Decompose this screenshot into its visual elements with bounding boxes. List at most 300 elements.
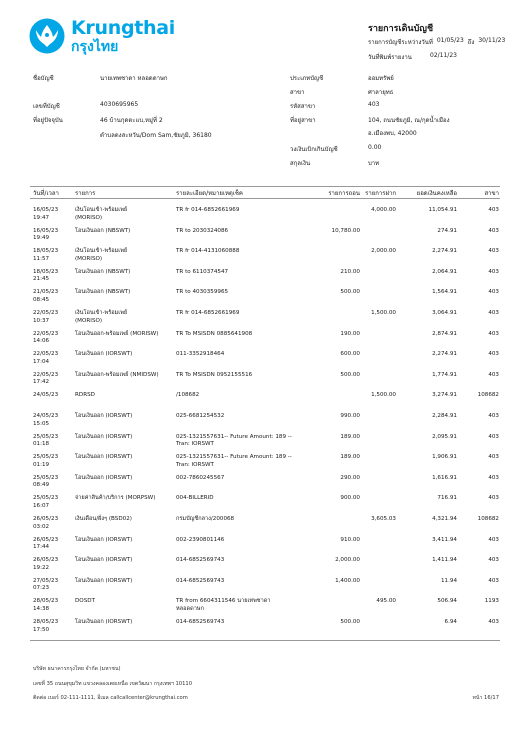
row-branch-text: 403	[488, 536, 499, 543]
krungthai-bird-icon	[29, 18, 65, 54]
row-branch-text: 403	[488, 474, 499, 481]
row-date-subtext: 19:47	[33, 214, 50, 221]
address-line2: ตำบลดงสะหวัน/Dom Sam,ชัยภูมิ, 36180	[100, 132, 212, 139]
row-type	[75, 598, 95, 606]
row-date-subtext: 15:05	[33, 420, 50, 427]
row-balance-text: 716.91	[437, 495, 457, 502]
row-description-text: 014-6852569743	[176, 577, 225, 584]
period-from: 01/05/23	[436, 37, 464, 44]
row-type	[75, 413, 132, 421]
row-type-text: โอนเงินออก (IORSWT)	[75, 474, 133, 481]
row-deposit	[371, 207, 396, 215]
branch-address-label: ที่อยู่สาขา	[290, 117, 316, 124]
row-withdraw	[340, 269, 360, 277]
row-withdraw	[340, 495, 360, 503]
row-balance	[432, 434, 457, 442]
row-description-text: 014-6852569743	[176, 619, 225, 625]
row-branch-text: 403	[488, 310, 499, 316]
row-date-text: 25/05/23	[33, 433, 59, 440]
row-date-text: 25/05/23	[33, 474, 59, 481]
account-number-value: 4030695965	[100, 101, 139, 108]
row-branch	[488, 331, 499, 339]
row-branch	[488, 454, 499, 462]
currency-label: สกุลเงิน	[290, 160, 311, 167]
row-type	[75, 248, 127, 263]
row-date	[33, 248, 58, 263]
row-balance	[432, 537, 457, 545]
row-type-text: โอนเงินออก (IORSWT)	[75, 351, 133, 358]
period-separator: ถึง	[467, 39, 475, 46]
row-type	[75, 578, 132, 586]
row-type-text: โอนเงินออก (IORSWT)	[75, 433, 133, 440]
footer-contact: ติดต่อ เบอร์ 02-111-1111, อีเมล callcallcenter@krungthai.com	[33, 695, 188, 701]
row-date	[33, 454, 58, 469]
row-deposit	[371, 516, 396, 524]
branch-value: ศาลายุทธ	[368, 89, 394, 96]
footer-company: บริษัท ธนาคารกรุงไทย จำกัด (มหาชน)	[33, 666, 121, 672]
address-label: ที่อยู่ปัจจุบัน	[33, 117, 63, 124]
row-description-text: TR To MSISDN 0952155516	[176, 371, 253, 378]
row-branch-text: 403	[488, 557, 499, 564]
row-date-text: 26/05/23	[33, 516, 59, 522]
row-withdraw-text: 2,000.00	[335, 557, 360, 564]
row-date-subtext: 17:50	[33, 626, 50, 633]
row-type-text: จ่ายค่าสินค้า/บริการ (MORPSW)	[75, 495, 156, 502]
row-withdraw	[340, 331, 360, 339]
row-type-text: โอนเงินออก (IORSWT)	[75, 454, 133, 461]
row-date-text: 24/05/23	[33, 413, 59, 419]
header-balance: ยอดเงินคงเหลือ	[416, 190, 457, 197]
printed-date: 02/11/23	[430, 52, 457, 59]
row-date-subtext: 10:37	[33, 317, 50, 324]
row-deposit	[371, 248, 396, 256]
row-branch	[488, 557, 499, 565]
row-branch	[488, 537, 499, 545]
row-branch	[488, 619, 499, 627]
row-type	[75, 289, 130, 297]
row-type	[75, 434, 132, 442]
row-deposit-text: 2,000.00	[371, 248, 396, 255]
row-date-text: 28/05/23	[33, 598, 59, 605]
row-description-text: TR from 6604311546 นายเทพชาดา	[176, 598, 271, 605]
row-description-text: 002-7860245567	[176, 474, 225, 481]
row-date-subtext: 08:45	[33, 296, 50, 303]
row-branch-text: 403	[488, 577, 499, 584]
branch-code-value: 403	[368, 101, 380, 108]
row-type-subtext: (MORISO)	[75, 255, 103, 262]
branch-address-line1: 104, ถนนชัยภูมิ, ณ/กุดน้ำเมือง	[368, 117, 450, 124]
row-balance-text: 506.94	[437, 598, 457, 605]
row-withdraw-text: 189.00	[340, 433, 360, 440]
row-branch	[488, 228, 499, 236]
row-balance-text: 2,274.91	[432, 248, 457, 255]
row-balance-text: 2,274.91	[432, 351, 457, 358]
row-balance-text: 1,564.91	[432, 289, 457, 296]
printed-date-row	[368, 52, 457, 62]
table-header-divider	[30, 198, 500, 199]
account-number-label: เลขที่บัญชี	[33, 103, 60, 110]
row-withdraw-text: 290.00	[340, 474, 360, 481]
row-description-text: TR fr 014-6852661969	[176, 310, 240, 316]
row-date-subtext: 21:45	[33, 276, 50, 283]
row-withdraw-text: 600.00	[340, 351, 360, 358]
row-description-text: 004-BILLERID	[176, 495, 214, 502]
row-balance-text: 3,411.94	[432, 536, 457, 543]
row-type	[75, 537, 132, 545]
row-type	[75, 619, 132, 627]
row-date-subtext: 17:04	[33, 358, 50, 365]
row-description-text: 002-2390801146	[176, 536, 225, 543]
row-date-subtext: 17:42	[33, 379, 50, 386]
row-branch	[488, 351, 499, 359]
bank-name-th: กรุงไทย	[71, 38, 119, 55]
row-branch	[478, 392, 499, 400]
row-date-subtext: 03:02	[33, 523, 50, 530]
row-description-text: TR fr 014-4131060888	[176, 248, 240, 255]
row-balance	[445, 619, 457, 627]
row-date-subtext: 19:49	[33, 235, 50, 242]
row-description-text: 014-6852569743	[176, 557, 225, 564]
row-withdraw	[340, 413, 360, 421]
header-date: วันที่/เวลา	[33, 190, 59, 197]
header-deposit: รายการฝาก	[365, 190, 396, 197]
account-name-value: นายเทพชาดา หลอดดาษก	[100, 75, 168, 82]
row-date	[33, 598, 58, 613]
row-date-text: 16/05/23	[33, 227, 59, 234]
row-withdraw	[340, 289, 360, 297]
row-type	[75, 392, 95, 400]
row-balance	[432, 269, 457, 277]
row-date	[33, 495, 58, 510]
row-branch-text: 403	[488, 495, 499, 502]
branch-label: สาขา	[290, 89, 305, 96]
row-type	[75, 331, 158, 339]
row-date	[33, 619, 58, 634]
row-date-text: 25/05/23	[33, 495, 59, 502]
row-date-text: 28/05/23	[33, 619, 59, 625]
row-date-text: 18/05/23	[33, 248, 59, 255]
row-balance	[432, 310, 457, 318]
row-description	[176, 207, 239, 215]
overdraft-value: 0.00	[368, 144, 382, 151]
row-branch	[478, 516, 499, 524]
row-balance-text: 1,774.91	[432, 371, 457, 378]
row-description	[176, 495, 214, 503]
row-balance	[437, 228, 457, 236]
row-description	[176, 310, 239, 318]
row-balance	[432, 392, 457, 400]
row-date-text: 16/05/23	[33, 207, 59, 213]
row-date-subtext: 01:19	[33, 461, 50, 468]
row-date-text: 27/05/23	[33, 577, 59, 584]
row-description-text: TR To MSISDN 0885641908	[176, 330, 253, 337]
row-date	[33, 331, 58, 346]
bank-logo	[29, 18, 175, 54]
row-type-text: โอนเงินออก (IORSWT)	[75, 536, 133, 543]
row-deposit-text: 1,500.00	[371, 310, 396, 316]
row-branch-text: 1193	[484, 598, 499, 605]
row-date-subtext: 01:18	[33, 441, 50, 448]
row-branch-text: 403	[488, 207, 499, 213]
row-branch	[488, 372, 499, 380]
row-withdraw	[340, 351, 360, 359]
row-type	[75, 207, 127, 222]
row-branch	[488, 413, 499, 421]
row-description	[176, 434, 292, 449]
row-balance	[437, 598, 457, 606]
row-description	[176, 619, 224, 627]
row-date-text: 18/05/23	[33, 268, 59, 275]
row-description	[176, 598, 271, 613]
row-description	[176, 413, 224, 421]
row-balance-text: 2,284.91	[432, 413, 457, 419]
row-type-text: โอนเงินออก (NBSWT)	[75, 289, 131, 296]
row-description-text: TR to 4030359965	[176, 289, 229, 296]
row-branch	[488, 475, 499, 483]
row-branch	[488, 269, 499, 277]
row-branch	[488, 310, 499, 318]
row-description	[176, 557, 224, 565]
row-balance-text: 11,054.91	[428, 207, 457, 213]
row-withdraw	[340, 475, 360, 483]
row-deposit-text: 4,000.00	[371, 207, 396, 213]
row-type	[75, 475, 132, 483]
row-date-subtext: 08:49	[33, 482, 50, 489]
row-description	[176, 392, 199, 400]
row-description-text: TR fr 014-6852661969	[176, 207, 240, 213]
row-branch-text: 108682	[477, 392, 499, 399]
row-date	[33, 289, 58, 304]
row-type-text: เงินเดือน/ฝั่งๆ (BSD02)	[75, 516, 132, 522]
row-branch-text: 403	[488, 268, 499, 275]
row-withdraw-text: 190.00	[340, 330, 360, 337]
row-balance	[432, 289, 457, 297]
row-withdraw-text: 189.00	[340, 454, 360, 461]
row-description	[176, 228, 228, 236]
row-type-text: โอนเงินออก-พร้อมเพย์ (NMIDSW)	[75, 371, 159, 378]
row-date	[33, 228, 58, 243]
address-line1: 46 บ้านกุดตะแบ,หมู่ที่ 2	[100, 117, 163, 124]
row-description-text: TR to 2030324086	[176, 227, 229, 234]
row-date-subtext: 19:22	[33, 564, 50, 571]
row-date-subtext: 16:07	[33, 502, 50, 509]
row-branch-text: 403	[488, 351, 499, 358]
row-type-text: โอนเงินออก (NBSWT)	[75, 268, 131, 275]
row-date-text: 22/05/23	[33, 351, 59, 358]
row-balance-text: 6.94	[444, 619, 457, 625]
row-description-text: TR to 6110374547	[176, 268, 229, 275]
row-description-text: 011-3352918464	[176, 351, 225, 358]
row-balance-text: 274.91	[437, 227, 457, 234]
table-end-divider	[30, 640, 500, 641]
row-description-subtext: Tran: IORSWT	[176, 461, 214, 468]
account-type-value: ออมทรัพย์	[368, 75, 394, 82]
row-withdraw	[340, 537, 360, 545]
row-balance-text: 2,095.91	[432, 433, 457, 440]
row-description	[176, 372, 252, 380]
row-type-subtext: (MORISO)	[75, 214, 103, 221]
row-date	[33, 392, 58, 400]
row-description	[176, 331, 252, 339]
row-balance-text: 3,064.91	[432, 310, 457, 316]
row-withdraw-text: 500.00	[340, 371, 360, 378]
row-date-subtext: 07:23	[33, 585, 50, 592]
row-type-text: DOSDT	[75, 598, 95, 605]
header-withdraw: รายการถอน	[328, 190, 360, 197]
row-branch-text: 403	[488, 227, 499, 234]
row-branch-text: 108682	[477, 516, 499, 522]
row-type	[75, 557, 132, 565]
row-branch	[488, 289, 499, 297]
header-type: รายการ	[75, 190, 96, 197]
row-date	[33, 434, 58, 449]
row-date-subtext: 14:06	[33, 338, 50, 345]
overdraft-label: วงเงินเบิกเกินบัญชี	[290, 146, 338, 153]
row-deposit-text: 1,500.00	[371, 392, 396, 399]
row-date-text: 24/05/23	[33, 392, 59, 399]
row-type-text: เงินโอนเข้า-พร้อมเพย์	[75, 310, 128, 316]
row-date-text: 22/05/23	[33, 330, 59, 337]
row-balance-text: 3,274.91	[432, 392, 457, 399]
branch-address-line2: อ.เมืองพบ, 42000	[368, 130, 417, 137]
row-deposit-text: 3,605.03	[371, 516, 396, 522]
row-type-text: เงินโอนเข้า-พร้อมเพย์	[75, 207, 128, 213]
row-description	[176, 537, 224, 545]
row-branch	[488, 495, 499, 503]
row-deposit-text: 495.00	[376, 598, 396, 605]
currency-value: บาท	[368, 160, 380, 167]
page-number: หน้า 16/17	[472, 695, 499, 701]
row-type	[75, 495, 155, 503]
row-withdraw-text: 500.00	[340, 289, 360, 296]
row-withdraw	[340, 434, 360, 442]
row-branch	[488, 434, 499, 442]
row-description	[176, 475, 224, 483]
row-description	[176, 351, 224, 359]
row-balance	[441, 578, 457, 586]
row-date-text: 26/05/23	[33, 557, 59, 564]
row-date-text: 22/05/23	[33, 310, 59, 316]
row-date	[33, 269, 58, 284]
row-balance-text: 4,321.94	[432, 516, 457, 522]
row-balance	[432, 413, 457, 421]
row-description-subtext: Tran: IORSWT	[176, 441, 214, 448]
row-balance-text: 1,616.91	[432, 474, 457, 481]
row-description	[176, 516, 234, 524]
row-description	[176, 289, 228, 297]
statement-period	[368, 37, 505, 47]
row-withdraw-text: 900.00	[340, 495, 360, 502]
row-type-text: โอนเงินออก (IORSWT)	[75, 557, 133, 564]
row-branch-text: 403	[488, 413, 499, 419]
row-date	[33, 537, 58, 552]
row-date	[33, 578, 58, 593]
row-type	[75, 454, 132, 462]
row-withdraw-text: 990.00	[340, 413, 360, 419]
row-description-text: 025-1321557631-- Future Amount: 189 --	[176, 433, 292, 440]
row-type	[75, 310, 127, 325]
row-balance-text: 1,411.94	[432, 557, 457, 564]
row-balance-text: 11.94	[440, 577, 457, 584]
row-deposit	[371, 392, 396, 400]
row-type-text: เงินโอนเข้า-พร้อมเพย์	[75, 248, 128, 255]
row-balance	[432, 475, 457, 483]
row-date	[33, 310, 58, 325]
bank-name-en: Krungthai	[71, 16, 175, 39]
row-withdraw-text: 210.00	[340, 268, 360, 275]
row-deposit	[376, 598, 396, 606]
row-date	[33, 557, 58, 572]
row-date-text: 25/05/23	[33, 454, 59, 461]
row-deposit	[371, 310, 396, 318]
row-withdraw-text: 1,400.00	[335, 577, 360, 584]
row-date-text: 22/05/23	[33, 371, 59, 378]
row-date-subtext: 14:38	[33, 605, 50, 612]
row-date	[33, 372, 58, 387]
row-type-text: RDRSD	[75, 392, 95, 399]
row-description	[176, 454, 292, 469]
row-balance	[432, 372, 457, 380]
printed-label: วันที่พิมพ์รายงาน	[368, 54, 412, 61]
row-balance	[432, 454, 457, 462]
row-type-text: โอนเงินออก-พร้อมเพย์ (MORISW)	[75, 330, 159, 337]
row-branch-text: 403	[488, 454, 499, 461]
row-date-text: 21/05/23	[33, 289, 59, 296]
row-withdraw-text: 910.00	[340, 536, 360, 543]
row-withdraw-text: 10,780.00	[331, 227, 360, 234]
row-date	[33, 207, 58, 222]
row-balance-text: 2,064.91	[432, 268, 457, 275]
row-description-text: /108682	[176, 392, 200, 399]
period-to: 30/11/23	[478, 37, 506, 44]
account-name-label: ชื่อบัญชี	[33, 75, 54, 82]
row-date	[33, 351, 58, 366]
row-description-text: 025-6681254532	[176, 413, 225, 419]
row-branch	[488, 578, 499, 586]
table-top-divider	[30, 186, 500, 187]
row-balance	[432, 557, 457, 565]
row-date	[33, 413, 58, 428]
header-branch: สาขา	[484, 190, 499, 197]
branch-code-label: รหัสสาขา	[290, 103, 316, 110]
row-type-text: โอนเงินออก (IORSWT)	[75, 413, 133, 419]
row-description	[176, 248, 239, 256]
row-branch-text: 403	[488, 330, 499, 337]
row-branch-text: 403	[488, 433, 499, 440]
row-date-subtext: 11:57	[33, 255, 50, 262]
row-type	[75, 372, 159, 380]
row-balance	[429, 207, 457, 215]
header-description: รายละเอียด/หมายเหตุเช็ค	[176, 190, 243, 197]
row-branch	[485, 598, 499, 606]
period-label: รายการบัญชีระหว่างวันที่	[368, 39, 433, 46]
row-balance	[432, 351, 457, 359]
row-description	[176, 578, 224, 586]
row-branch-text: 403	[488, 371, 499, 378]
row-withdraw	[332, 228, 360, 236]
row-type	[75, 351, 132, 359]
row-branch	[488, 207, 499, 215]
row-description-text: กรมบัญชีกลาง/200068	[176, 516, 235, 522]
row-branch-text: 403	[488, 248, 499, 255]
row-withdraw	[340, 372, 360, 380]
statement-title: รายการเดินบัญชี	[368, 24, 434, 34]
row-type-text: โอนเงินออก (IORSWT)	[75, 577, 133, 584]
row-description-text: 025-1321557631-- Future Amount: 189 --	[176, 454, 292, 461]
row-type	[75, 228, 130, 236]
row-type-text: โอนเงินออก (IORSWT)	[75, 619, 133, 625]
row-balance	[432, 516, 457, 524]
